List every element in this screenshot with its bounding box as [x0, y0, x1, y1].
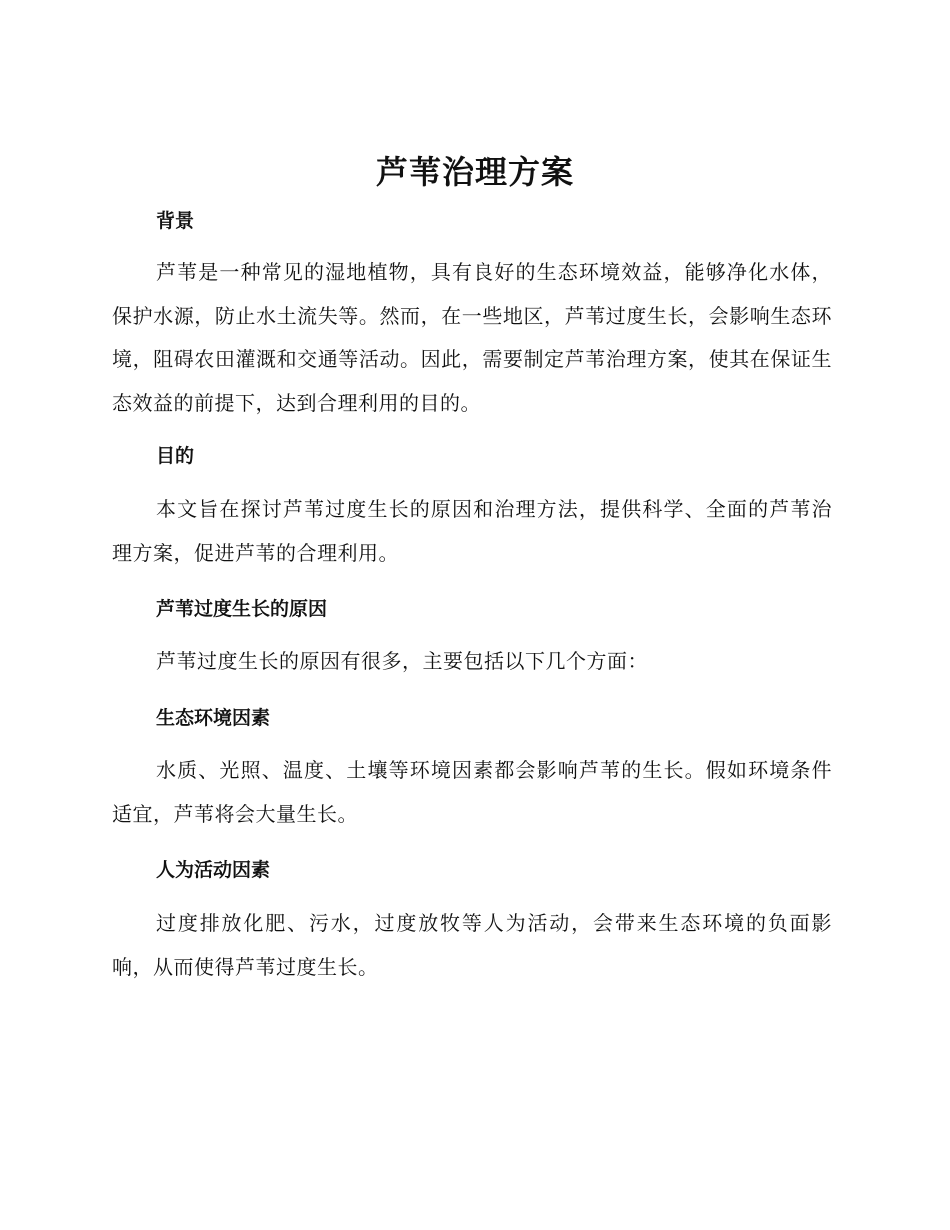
section-heading-background: 背景 [156, 210, 195, 232]
section-paragraph-background: 芦苇是一种常见的湿地植物，具有良好的生态环境效益，能够净化水体，保护水源，防止水土流失等。然而，在一些地区，芦苇过度生长，会影响生态环境，阻碍农田灌溉和交通等活动。因此，需要制定芦苇治理方案，使其在保证生态效益的前提下，达到合理利用的目的。 [112, 260, 832, 415]
section-heading-purpose: 目的 [156, 445, 195, 467]
section-heading-causes: 芦苇过度生长的原因 [156, 598, 328, 620]
section-paragraph-purpose: 本文旨在探讨芦苇过度生长的原因和治理方法，提供科学、全面的芦苇治理方案，促进芦苇的合理利用。 [112, 497, 832, 565]
section-paragraph-causes: 芦苇过度生长的原因有很多，主要包括以下几个方面： [156, 649, 648, 673]
section-heading-human-factors: 人为活动因素 [156, 859, 271, 881]
section-paragraph-human-factors: 过度排放化肥、污水，过度放牧等人为活动，会带来生态环境的负面影响，从而使得芦苇过度生长。 [112, 911, 832, 979]
section-paragraph-ecological-factors: 水质、光照、温度、土壤等环境因素都会影响芦苇的生长。假如环境条件适宜，芦苇将会大量生长。 [112, 758, 832, 826]
section-heading-ecological-factors: 生态环境因素 [156, 707, 271, 729]
document-title: 芦苇治理方案 [375, 153, 574, 191]
